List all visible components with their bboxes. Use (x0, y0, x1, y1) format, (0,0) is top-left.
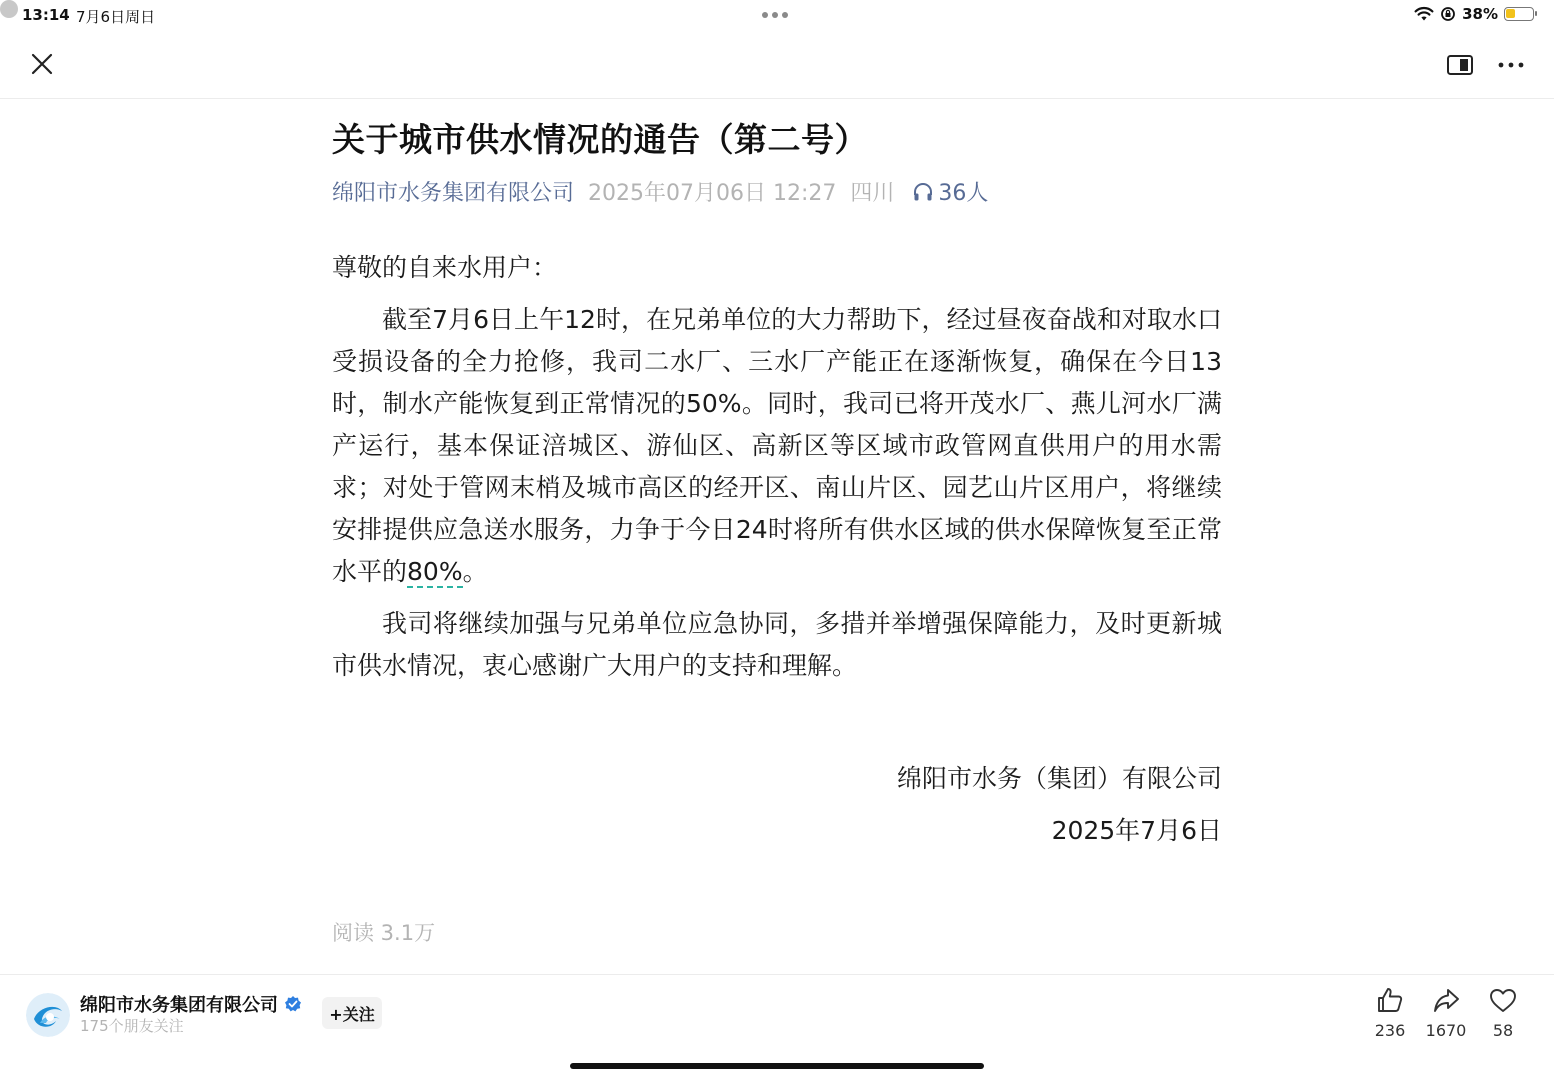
more-button[interactable] (1496, 52, 1526, 78)
status-right (1414, 5, 1534, 23)
heart-icon (1488, 985, 1518, 1015)
highlighted-percent[interactable]: 80% (407, 557, 463, 586)
account-name: 绵阳市水务集团有限公司 (80, 995, 278, 1016)
listener-count: 36人 (938, 181, 989, 206)
paragraph-2: 我司将继续加强与兄弟单位应急协同，多措并举增强保障能力，及时更新城市供水情况，衷心感谢广大用户的支持和理解。 (332, 609, 1222, 680)
account-logo-icon (26, 993, 70, 1037)
split-view-button[interactable] (1446, 52, 1474, 78)
status-time: 13:14 (22, 6, 70, 24)
like-count: 236 (1374, 1021, 1406, 1040)
status-date: 7月6日周日 (76, 8, 156, 26)
article (332, 100, 1222, 947)
follow-button[interactable]: +关注 (322, 997, 382, 1029)
headphones-icon (912, 181, 934, 203)
share-count: 1670 (1425, 1021, 1467, 1040)
article-title: 关于城市供水情况的通告（第二号） (332, 120, 868, 159)
friends-following: 175个朋友关注 (80, 1017, 184, 1035)
greeting: 尊敬的自来水用户： (332, 253, 558, 282)
verified-icon (284, 995, 302, 1013)
account-name-link[interactable] (80, 991, 302, 1017)
battery-level (1506, 9, 1515, 18)
close-button[interactable] (26, 48, 58, 80)
status-bar (0, 0, 1554, 32)
publish-region: 四川 (850, 181, 895, 206)
battery-icon (1504, 7, 1534, 21)
listen-button[interactable] (912, 176, 988, 207)
signature-date: 2025年7月6日 (1051, 816, 1222, 845)
split-view-icon (1446, 52, 1474, 78)
paragraph-1 (332, 299, 1222, 593)
paragraph-1-text: 截至7月6日上午12时，在兄弟单位的大力帮助下，经过昼夜奋战和对取水口受损设备的全力抢修，我司二水厂、三水厂产能正在逐渐恢复，确保在今日13时，制水产能恢复到正常情况的50%。同时，我司已将开茂水厂、燕儿河水厂满产运行，基本保证涪城区、游仙区、高新区等区域市政管网直供用户的用水需求；对处于管网末梢及城市高区的经开区、南山片区、园艺山片区用户，将继续安排提供应急送水服务，力争于今日24时将所有供水区域的供水保障恢复至正常水平的 (332, 305, 1222, 586)
wifi-icon (1414, 6, 1434, 22)
more-icon (1496, 52, 1526, 78)
share-button[interactable] (1416, 985, 1476, 1040)
paragraph-1-end: 。 (462, 557, 488, 586)
favorite-button[interactable] (1473, 985, 1533, 1040)
like-button[interactable] (1360, 985, 1420, 1040)
signature-org: 绵阳市水务（集团）有限公司 (896, 764, 1222, 793)
battery-percent: 38% (1462, 5, 1498, 23)
signature (332, 753, 1222, 857)
author-link[interactable]: 绵阳市水务集团有限公司 (332, 181, 575, 206)
publish-date: 2025年07月06日 12:27 (588, 181, 837, 206)
nav-bar (0, 34, 1554, 99)
thumbs-up-icon (1375, 985, 1405, 1015)
share-icon (1431, 985, 1461, 1015)
orientation-lock-icon (1440, 6, 1456, 22)
floating-dot[interactable] (0, 0, 18, 18)
favorite-count: 58 (1492, 1021, 1514, 1040)
article-meta (332, 176, 1222, 207)
read-count: 阅读 3.1万 (332, 921, 436, 945)
account-avatar[interactable] (26, 993, 70, 1037)
article-body (332, 247, 1222, 687)
close-icon (26, 48, 58, 80)
home-indicator[interactable] (570, 1063, 984, 1069)
multitasking-handle[interactable] (762, 12, 792, 20)
